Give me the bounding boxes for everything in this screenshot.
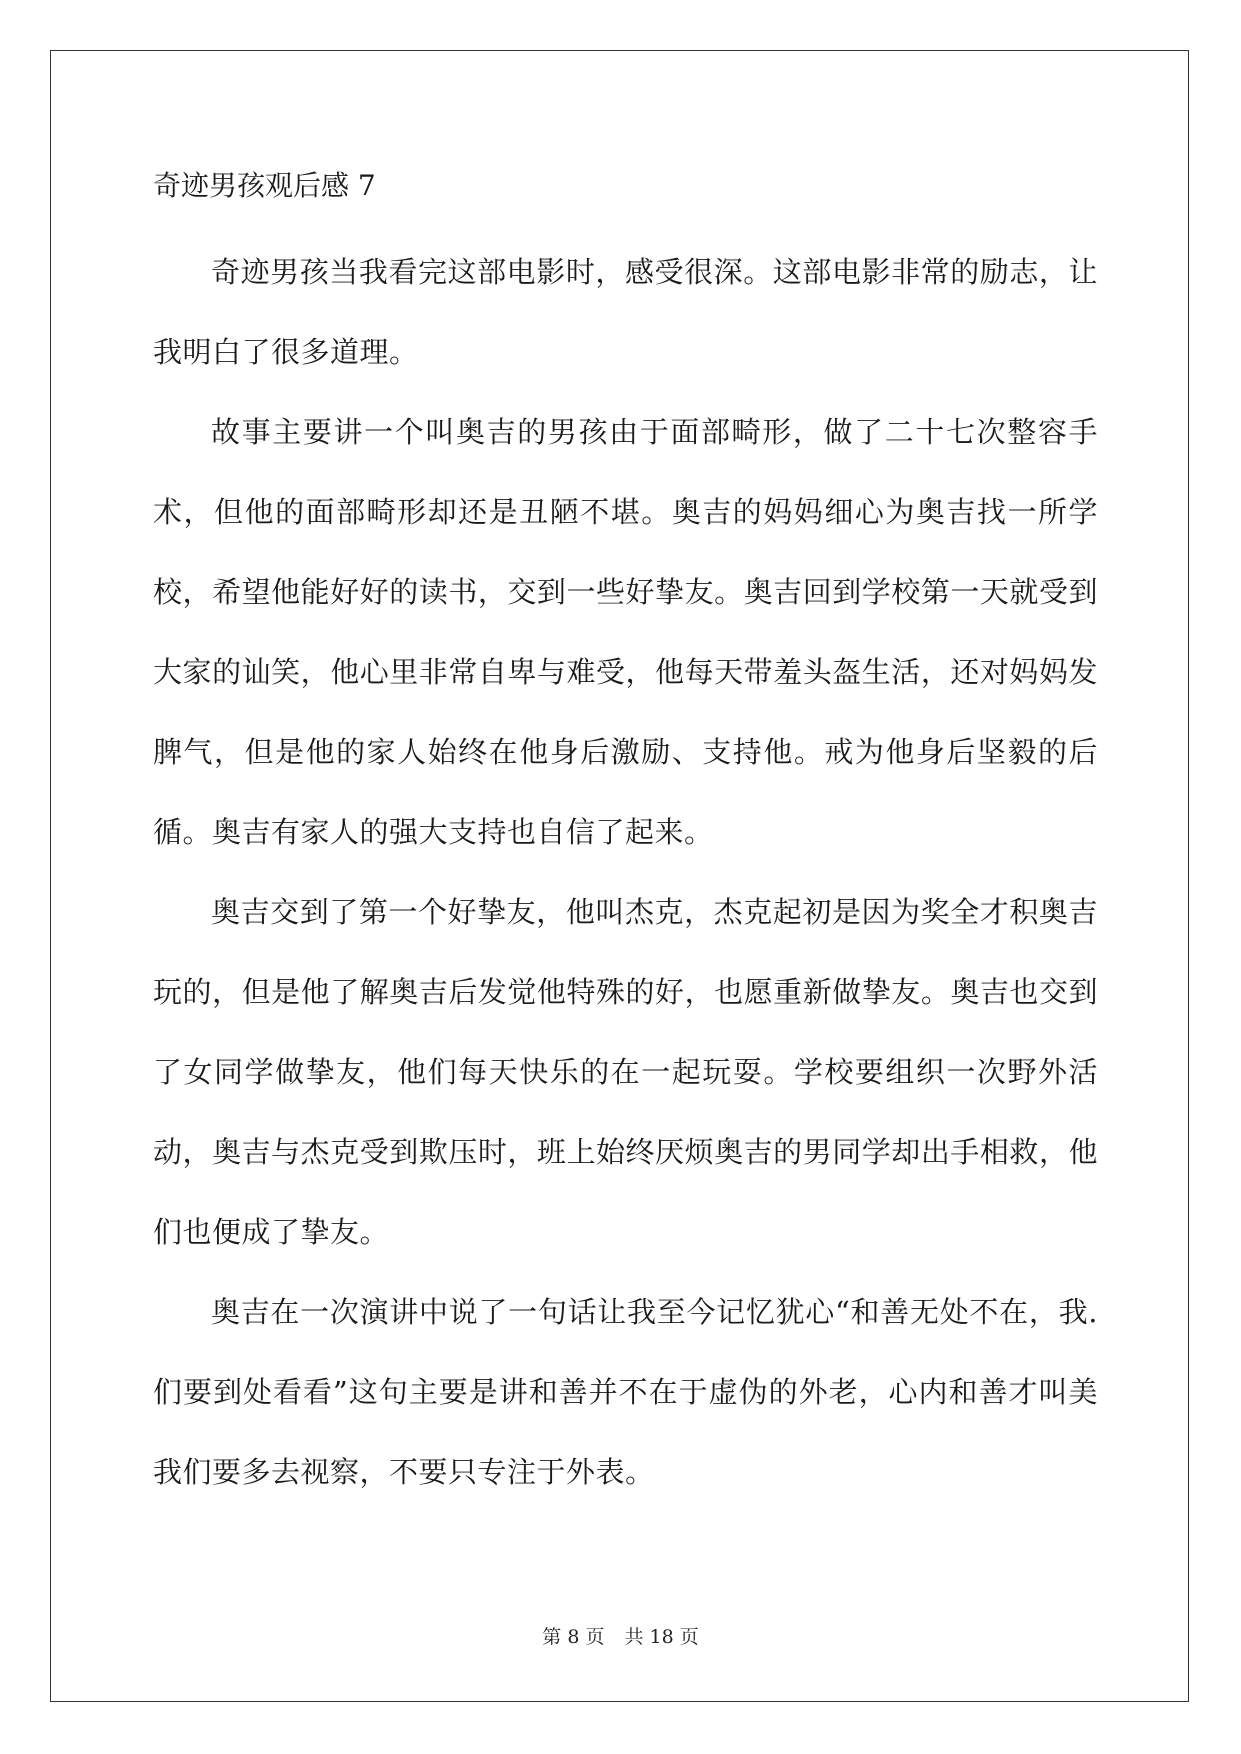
paragraph-2: 故事主要讲一个叫奥吉的男孩由于面部畸形，做了二十七次整容手术，但他的面部畸形却还是丑陋不堪。奥吉的妈妈细心为奥吉找一所学校，希望他能好好的读书，交到一些好挚友。奥吉回到学校第一天就受到大家的讪笑，他心里非常自卑与难受，他每天带羞头盔生活，还对妈妈发脾气，但是他的家人始终在他身后激励、支持他。戒为他身后坚毅的后循。奥吉有家人的强大支持也自信了起来。 bbox=[153, 415, 1098, 849]
document-body bbox=[153, 166, 1098, 1512]
page-number: 第 8 页 bbox=[542, 1626, 605, 1648]
page-footer bbox=[0, 1625, 1241, 1649]
page-total: 共 18 页 bbox=[624, 1626, 699, 1648]
document-title: 奇迹男孩观后感 7 bbox=[153, 169, 376, 202]
paragraph-4: 奥吉在一次演讲中说了一句话让我至今记忆犹心“和善无处不在，我.们要到处看看”这句主要是讲和善并不在于虚伪的外老，心内和善才叫美我们要多去视察，不要只专注于外表。 bbox=[153, 1295, 1098, 1489]
paragraph-1: 奇迹男孩当我看完这部电影时，感受很深。这部电影非常的励志，让我明白了很多道理。 bbox=[153, 255, 1098, 369]
paragraph-3: 奥吉交到了第一个好挚友，他叫杰克，杰克起初是因为奖全才积奥吉玩的，但是他了解奥吉后发觉他特殊的好，也愿重新做挚友。奥吉也交到了女同学做挚友，他们每天快乐的在一起玩耍。学校要组织一次野外活动，奥吉与杰克受到欺压时，班上始终厌烦奥吉的男同学却出手相救，他们也便成了挚友。 bbox=[153, 895, 1098, 1249]
